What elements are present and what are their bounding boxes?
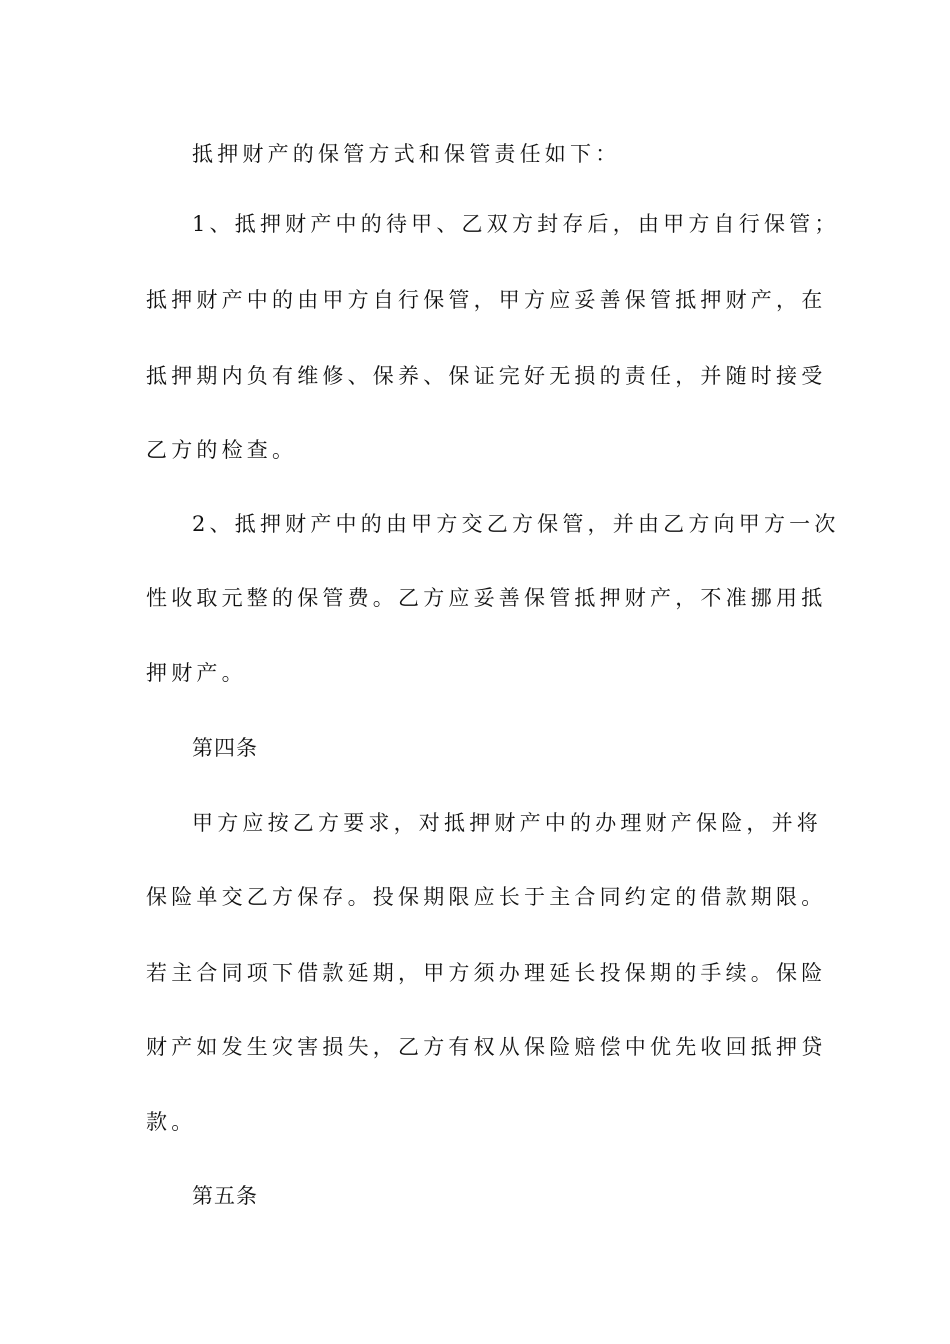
paragraph-line: 2、抵押财产中的由甲方交乙方保管，并由乙方向甲方一次 [192,512,840,536]
paragraph-line: 押财产。 [146,661,247,685]
paragraph-line: 抵押财产中的由甲方自行保管，甲方应妥善保管抵押财产，在 [146,288,827,312]
paragraph-line: 乙方的检查。 [146,438,298,462]
section-heading: 第五条 [192,1184,258,1208]
paragraph-line: 财产如发生灾害损失，乙方有权从保险赔偿中优先收回抵押贷 [146,1035,827,1059]
paragraph-line: 保险单交乙方保存。投保期限应长于主合同约定的借款期限。 [146,885,827,909]
paragraph-line: 若主合同项下借款延期，甲方须办理延长投保期的手续。保险 [146,961,827,985]
paragraph-line: 款。 [146,1110,197,1134]
paragraph-line: 抵押期内负有维修、保养、保证完好无损的责任，并随时接受 [146,364,827,388]
section-heading: 第四条 [192,736,258,760]
paragraph-line: 甲方应按乙方要求，对抵押财产中的办理财产保险，并将 [192,811,822,835]
paragraph-line: 1、抵押财产中的待甲、乙双方封存后，由甲方自行保管； [192,212,840,236]
paragraph-line: 性收取元整的保管费。乙方应妥善保管抵押财产，不准挪用抵 [146,586,827,610]
paragraph-line: 抵押财产的保管方式和保管责任如下： [192,142,621,166]
